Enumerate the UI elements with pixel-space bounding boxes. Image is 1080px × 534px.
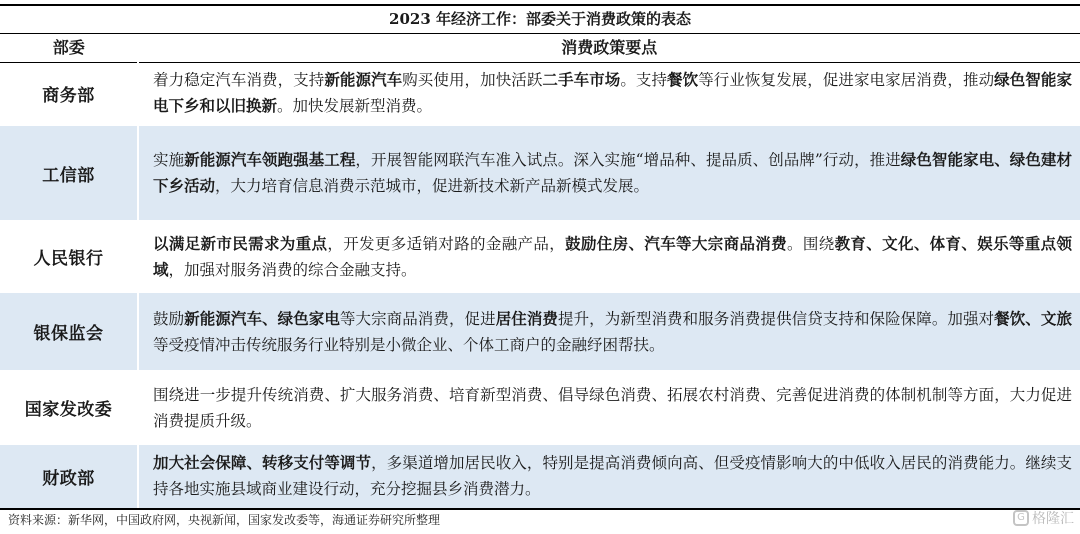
policy-text-cell bbox=[138, 63, 1080, 125]
table-row bbox=[0, 444, 1080, 509]
header-dept: 部委 bbox=[0, 34, 138, 63]
policy-text: 等大宗商品消费，促进 bbox=[339, 309, 496, 328]
policy-table bbox=[0, 4, 1080, 510]
policy-table-container bbox=[0, 4, 1080, 510]
policy-highlight: 绿色智能家电、绿色建材下乡活动 bbox=[153, 150, 1072, 195]
header-points: 消费政策要点 bbox=[138, 34, 1080, 63]
policy-text-cell bbox=[138, 292, 1080, 372]
policy-text: 购买使用，加快活跃 bbox=[402, 71, 543, 89]
policy-highlight: 新能源汽车领跑强基工程 bbox=[184, 150, 356, 169]
gelonghui-logo-icon: G bbox=[1013, 510, 1029, 526]
table-header-row bbox=[0, 34, 1080, 63]
policy-highlight: 新能源汽车、绿色家电 bbox=[184, 308, 340, 328]
policy-highlight: 教育、文化、体育、娱乐等重点领域 bbox=[153, 233, 1072, 279]
policy-text: ，大力培育信息消费示范城市，促进新技术新产品新模式发展。 bbox=[215, 177, 650, 195]
dept-cell: 银保监会 bbox=[0, 292, 138, 372]
dept-cell: 商务部 bbox=[0, 63, 138, 125]
policy-highlight: 餐饮 bbox=[667, 70, 699, 89]
source-note: 资料来源：新华网，中国政府网，央视新闻，国家发改委等，海通证券研究所整理 bbox=[8, 513, 441, 527]
policy-text: 等行业恢复发展，促进家电家居消费，推动 bbox=[698, 71, 995, 89]
policy-highlight: 以满足新市民需求为重点 bbox=[153, 233, 328, 253]
policy-text: 。围绕 bbox=[787, 234, 835, 253]
policy-text: 围绕进一步提升传统消费、扩大服务消费、培育新型消费、倡导绿色消费、拓展农村消费、完善促进消费的体制机制等方面，大力促进消费提质升级。 bbox=[153, 385, 1073, 430]
policy-text: 。支持 bbox=[620, 71, 668, 89]
table-title: 2023 年经济工作：部委关于消费政策的表态 bbox=[0, 5, 1080, 34]
table-row bbox=[0, 222, 1080, 292]
policy-highlight: 鼓励住房、汽车等大宗商品消费 bbox=[565, 233, 788, 253]
dept-cell: 财政部 bbox=[0, 444, 138, 509]
policy-highlight: 餐饮、文旅 bbox=[994, 308, 1072, 328]
dept-cell: 工信部 bbox=[0, 125, 138, 222]
watermark bbox=[1013, 508, 1074, 528]
policy-text: ，多渠道增加居民收入，特别是提高消费倾向高、但受疫情影响大的中低收入居民的消费能力。继续支持各地实施县域商业建设行动，充分挖掘县乡消费潜力。 bbox=[153, 454, 1072, 499]
table-title-row bbox=[0, 5, 1080, 34]
policy-highlight: 加大社会保障、转移支付等调节 bbox=[153, 453, 372, 473]
table-row bbox=[0, 125, 1080, 222]
policy-highlight: 新能源汽车 bbox=[324, 70, 403, 89]
policy-text: 等受疫情冲击传统服务行业特别是小微企业、个体工商户的金融纾困帮扶。 bbox=[153, 335, 665, 354]
table-row bbox=[0, 292, 1080, 372]
policy-text: 提升，为新型消费和服务消费提供信贷支持和保险保障。加强对 bbox=[558, 309, 995, 328]
table-row bbox=[0, 63, 1080, 125]
policy-highlight: 绿色智能家电下乡和以旧换新 bbox=[153, 70, 1072, 115]
policy-text: 。加快发展新型消费。 bbox=[277, 97, 433, 115]
dept-cell: 人民银行 bbox=[0, 222, 138, 292]
table-row bbox=[0, 372, 1080, 444]
policy-text: ，加强对服务消费的综合金融支持。 bbox=[168, 260, 417, 279]
policy-text-cell bbox=[138, 125, 1080, 222]
policy-text-cell bbox=[138, 222, 1080, 292]
dept-cell: 国家发改委 bbox=[0, 372, 138, 444]
policy-highlight: 二手车市场 bbox=[542, 70, 621, 89]
policy-text: ，开展智能网联汽车准入试点。深入实施“增品种、提品质、创品牌”行动，推进 bbox=[355, 151, 901, 169]
policy-text: 着力稳定汽车消费，支持 bbox=[153, 71, 325, 89]
policy-text: 实施 bbox=[153, 151, 185, 169]
policy-text: ，开发更多适销对路的金融产品， bbox=[327, 234, 566, 253]
policy-text-cell bbox=[138, 444, 1080, 509]
policy-text-cell bbox=[138, 372, 1080, 444]
watermark-text: 格隆汇 bbox=[1032, 511, 1074, 527]
policy-text: 鼓励 bbox=[153, 309, 185, 328]
policy-highlight: 居住消费 bbox=[495, 308, 558, 328]
